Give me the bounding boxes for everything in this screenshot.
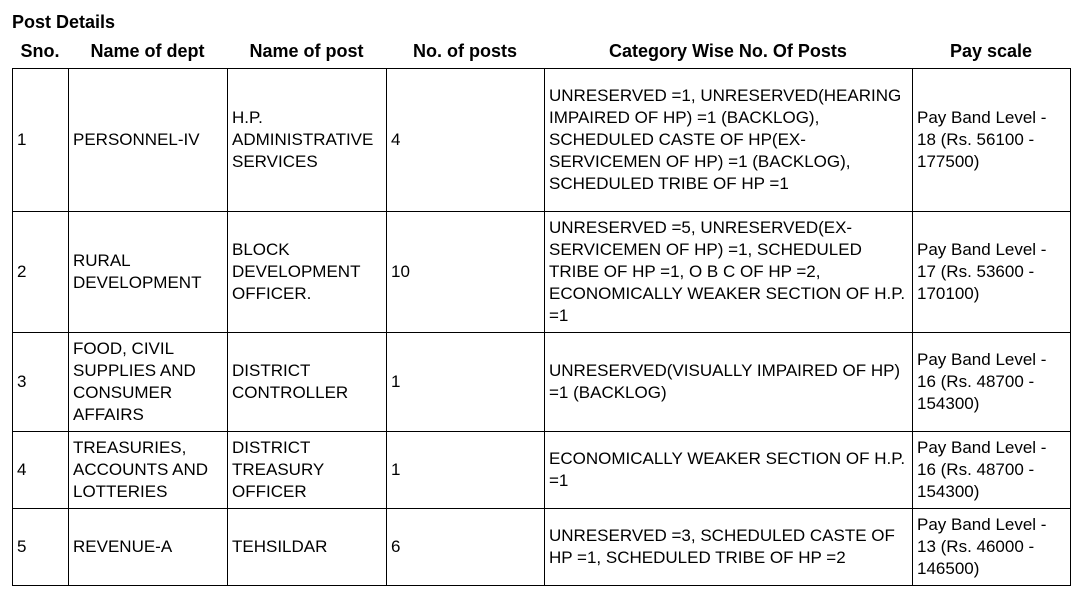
cell-category: UNRESERVED =3, SCHEDULED CASTE OF HP =1, SCHEDULED TRIBE OF HP =2 bbox=[545, 509, 913, 586]
cell-dept: PERSONNEL-IV bbox=[69, 69, 228, 212]
header-pay: Pay scale bbox=[949, 41, 1033, 61]
cell-post: TEHSILDAR bbox=[228, 509, 387, 586]
cell-sno: 1 bbox=[13, 69, 69, 212]
header-count: No. of posts bbox=[413, 41, 517, 61]
cell-category: UNRESERVED =5, UNRESERVED(EX-SERVICEMEN OF HP) =1, SCHEDULED TRIBE OF HP =1, O B C OF HP =2, ECONOMICALLY WEAKER SECTION OF H.P. =1 bbox=[545, 212, 913, 333]
cell-dept: REVENUE-A bbox=[69, 509, 228, 586]
cell-post: BLOCK DEVELOPMENT OFFICER. bbox=[228, 212, 387, 333]
cell-dept: TREASURIES, ACCOUNTS AND LOTTERIES bbox=[69, 432, 228, 509]
header-category: Category Wise No. Of Posts bbox=[609, 41, 847, 61]
cell-post: DISTRICT TREASURY OFFICER bbox=[228, 432, 387, 509]
header-sno: Sno. bbox=[20, 41, 60, 61]
cell-pay: Pay Band Level - 16 (Rs. 48700 - 154300) bbox=[913, 432, 1071, 509]
cell-category: UNRESERVED =1, UNRESERVED(HEARING IMPAIRED OF HP) =1 (BACKLOG), SCHEDULED CASTE OF HP(EX-SERVICEMEN OF HP) =1 (BACKLOG), SCHEDULED TRIBE OF HP =1 bbox=[545, 69, 913, 212]
cell-sno: 2 bbox=[13, 212, 69, 333]
cell-count: 6 bbox=[387, 509, 545, 586]
cell-category: ECONOMICALLY WEAKER SECTION OF H.P. =1 bbox=[545, 432, 913, 509]
table-row bbox=[13, 432, 1071, 509]
cell-sno: 4 bbox=[13, 432, 69, 509]
cell-sno: 5 bbox=[13, 509, 69, 586]
table-row bbox=[13, 212, 1071, 333]
cell-count: 1 bbox=[387, 432, 545, 509]
cell-pay: Pay Band Level - 17 (Rs. 53600 - 170100) bbox=[913, 212, 1071, 333]
cell-count: 10 bbox=[387, 212, 545, 333]
header-post: Name of post bbox=[249, 41, 364, 61]
cell-dept: FOOD, CIVIL SUPPLIES AND CONSUMER AFFAIRS bbox=[69, 333, 228, 432]
column-headers bbox=[0, 39, 1079, 63]
table-row bbox=[13, 69, 1071, 212]
cell-post: H.P. ADMINISTRATIVE SERVICES bbox=[228, 69, 387, 212]
cell-count: 1 bbox=[387, 333, 545, 432]
cell-post: DISTRICT CONTROLLER bbox=[228, 333, 387, 432]
cell-dept: RURAL DEVELOPMENT bbox=[69, 212, 228, 333]
cell-sno: 3 bbox=[13, 333, 69, 432]
header-dept: Name of dept bbox=[90, 41, 205, 61]
post-details-table bbox=[12, 68, 1071, 586]
table-row bbox=[13, 509, 1071, 586]
page-title: Post Details bbox=[12, 12, 116, 32]
table-row bbox=[13, 333, 1071, 432]
cell-pay: Pay Band Level - 16 (Rs. 48700 - 154300) bbox=[913, 333, 1071, 432]
cell-category: UNRESERVED(VISUALLY IMPAIRED OF HP) =1 (BACKLOG) bbox=[545, 333, 913, 432]
cell-count: 4 bbox=[387, 69, 545, 212]
cell-pay: Pay Band Level - 18 (Rs. 56100 - 177500) bbox=[913, 69, 1071, 212]
cell-pay: Pay Band Level - 13 (Rs. 46000 - 146500) bbox=[913, 509, 1071, 586]
